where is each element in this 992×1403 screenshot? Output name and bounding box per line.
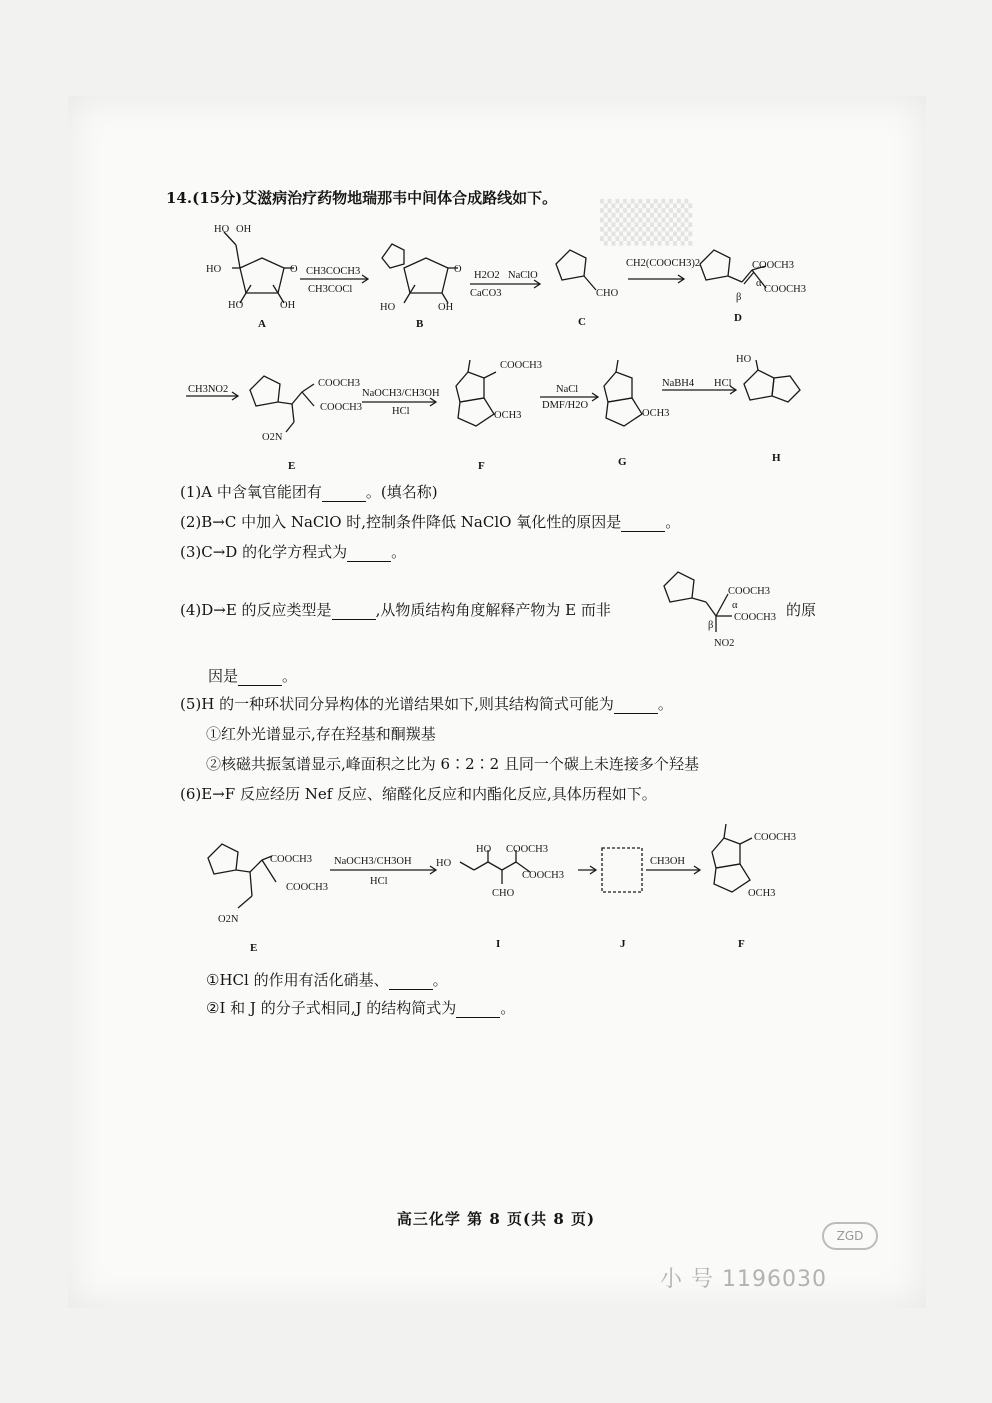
label-e2: E bbox=[250, 942, 258, 954]
compound-c-structure bbox=[556, 250, 596, 290]
part-3 bbox=[180, 542, 406, 562]
svg-text:COOCH3: COOCH3 bbox=[764, 284, 807, 295]
svg-text:HO: HO bbox=[228, 300, 244, 311]
page-footer: 高三化学 第 8 页(共 8 页) bbox=[396, 1210, 596, 1228]
cond-ab-bottom: CH3COCl bbox=[308, 284, 353, 295]
compound-h-structure bbox=[744, 360, 800, 402]
svg-text:HO: HO bbox=[476, 844, 492, 855]
part-4-mid: ,从物质结构角度解释产物为 E 而非 bbox=[375, 601, 611, 619]
part-6-ii bbox=[206, 998, 515, 1018]
svg-text:COOCH3: COOCH3 bbox=[754, 832, 797, 843]
answer-blank-6b[interactable] bbox=[456, 1003, 500, 1018]
label-h: H bbox=[772, 452, 781, 464]
part-3-text: (3)C→D 的化学方程式为 bbox=[180, 543, 348, 561]
svg-text:O: O bbox=[454, 264, 462, 275]
part-2 bbox=[180, 512, 680, 532]
cond-ef-bottom: HCl bbox=[392, 406, 410, 417]
cond-ab-top: CH3COCH3 bbox=[306, 266, 361, 277]
compound-f-structure bbox=[456, 360, 496, 426]
svg-text:COOCH3: COOCH3 bbox=[728, 586, 771, 597]
compound-b-structure bbox=[382, 244, 458, 303]
svg-text:NO2: NO2 bbox=[714, 638, 735, 649]
svg-text:OH: OH bbox=[236, 224, 252, 235]
part-5-tail: 。 bbox=[657, 695, 673, 713]
label-e: E bbox=[288, 460, 296, 472]
svg-text:COOCH3: COOCH3 bbox=[734, 612, 777, 623]
part-4-text: (4)D→E 的反应类型是 bbox=[180, 601, 332, 619]
svg-text:OCH3: OCH3 bbox=[494, 410, 522, 421]
svg-text:α: α bbox=[732, 600, 738, 611]
part-5 bbox=[180, 694, 673, 714]
part-4-line2-tail: 。 bbox=[282, 667, 298, 685]
cond-bc-2: NaClO bbox=[508, 270, 538, 281]
label-c: C bbox=[578, 316, 586, 328]
cond-gh-1: NaBH4 bbox=[662, 378, 695, 389]
answer-blank-1[interactable] bbox=[322, 487, 366, 502]
part-5-ii: ②核磁共振氢谱显示,峰面积之比为 6∶2∶2 且同一个碳上未连接多个羟基 bbox=[206, 755, 699, 773]
svg-text:β: β bbox=[736, 292, 742, 303]
svg-text:OCH3: OCH3 bbox=[748, 888, 776, 899]
alt-product-structure bbox=[664, 572, 732, 632]
cond-ei-top: NaOCH3/CH3OH bbox=[334, 856, 412, 867]
svg-text:O: O bbox=[290, 264, 298, 275]
cond-de: CH3NO2 bbox=[188, 384, 229, 395]
part-6-i-text: ①HCl 的作用有活化硝基、 bbox=[206, 971, 389, 989]
part-2-tail: 。 bbox=[665, 513, 681, 531]
label-j: J bbox=[620, 938, 626, 950]
part-5-i: ①红外光谱显示,存在羟基和酮羰基 bbox=[206, 725, 436, 743]
part-4-tail: 的原 bbox=[786, 601, 817, 619]
svg-text:HO: HO bbox=[736, 354, 752, 365]
unknown-j-box bbox=[602, 848, 642, 892]
svg-text:CHO: CHO bbox=[596, 288, 619, 299]
svg-text:HO: HO bbox=[436, 858, 452, 869]
part-5-text: (5)H 的一种环状同分异构体的光谱结果如下,则其结构简式可能为 bbox=[180, 695, 614, 713]
cond-jf-top: CH3OH bbox=[650, 856, 686, 867]
label-a: A bbox=[258, 318, 266, 330]
part-6-ii-text: ②I 和 J 的分子式相同,J 的结构简式为 bbox=[206, 999, 457, 1017]
watermark-text: 小 号 1196030 bbox=[660, 1267, 827, 1292]
cond-bc-bottom: CaCO3 bbox=[470, 288, 502, 299]
svg-text:OH: OH bbox=[438, 302, 454, 313]
svg-text:CHO: CHO bbox=[492, 888, 515, 899]
svg-text:COOCH3: COOCH3 bbox=[500, 360, 543, 371]
svg-text:α: α bbox=[756, 278, 762, 289]
answer-blank-4a[interactable] bbox=[332, 605, 376, 620]
answer-blank-4b[interactable] bbox=[238, 671, 282, 686]
svg-text:O2N: O2N bbox=[262, 432, 283, 443]
svg-text:HO: HO bbox=[214, 224, 230, 235]
svg-text:β: β bbox=[708, 620, 714, 631]
question-header: 14.(15分)艾滋病治疗药物地瑞那韦中间体合成路线如下。 bbox=[166, 189, 558, 207]
cond-ei-bottom: HCl bbox=[370, 876, 388, 887]
mechanism-i-structure bbox=[460, 850, 530, 884]
part-6-i bbox=[206, 970, 448, 990]
bleed-through-text: ▒▒▒ bbox=[600, 200, 693, 246]
part-2-text: (2)B→C 中加入 NaClO 时,控制条件降低 NaClO 氧化性的原因是 bbox=[180, 513, 622, 531]
part-4 bbox=[180, 600, 611, 620]
label-i: I bbox=[496, 938, 501, 950]
cond-gh-2: HCl bbox=[714, 378, 732, 389]
svg-text:OH: OH bbox=[280, 300, 296, 311]
answer-blank-6a[interactable] bbox=[389, 975, 433, 990]
svg-text:COOCH3: COOCH3 bbox=[270, 854, 313, 865]
part-6: (6)E→F 反应经历 Nef 反应、缩醛化反应和内酯化反应,具体历程如下。 bbox=[180, 785, 657, 803]
svg-text:COOCH3: COOCH3 bbox=[522, 870, 565, 881]
part-6-i-tail: 。 bbox=[432, 971, 448, 989]
part-6-ii-tail: 。 bbox=[500, 999, 516, 1017]
cond-cd-top: CH2(COOCH3)2 bbox=[626, 258, 701, 269]
answer-blank-5[interactable] bbox=[614, 699, 658, 714]
part-4-line2-text: 因是 bbox=[208, 667, 239, 685]
compound-e-structure bbox=[250, 376, 314, 432]
svg-text:COOCH3: COOCH3 bbox=[752, 260, 795, 271]
svg-text:O2N: O2N bbox=[218, 914, 239, 925]
svg-text:COOCH3: COOCH3 bbox=[286, 882, 329, 893]
answer-blank-2[interactable] bbox=[621, 517, 665, 532]
cond-fg-bottom: DMF/H2O bbox=[542, 400, 589, 411]
svg-text:COOCH3: COOCH3 bbox=[506, 844, 549, 855]
mechanism-f-structure bbox=[712, 824, 752, 892]
answer-blank-3[interactable] bbox=[347, 547, 391, 562]
part-1 bbox=[180, 482, 438, 502]
part-1-tail: 。(填名称) bbox=[365, 483, 438, 501]
svg-text:COOCH3: COOCH3 bbox=[318, 378, 361, 389]
label-d: D bbox=[734, 312, 742, 324]
compound-g-structure bbox=[604, 360, 642, 426]
cond-fg-top: NaCl bbox=[556, 384, 579, 395]
label-g: G bbox=[618, 456, 627, 468]
stamp-badge: ZGD bbox=[822, 1222, 878, 1250]
cond-bc-1: H2O2 bbox=[474, 270, 500, 281]
label-b: B bbox=[416, 318, 424, 330]
svg-text:COOCH3: COOCH3 bbox=[320, 402, 363, 413]
part-1-text: (1)A 中含氧官能团有 bbox=[180, 483, 322, 501]
label-f2: F bbox=[738, 938, 745, 950]
mechanism-e-structure bbox=[208, 844, 276, 908]
label-f: F bbox=[478, 460, 485, 472]
part-4-line2 bbox=[208, 666, 297, 686]
cond-ef-top: NaOCH3/CH3OH bbox=[362, 388, 440, 399]
part-3-tail: 。 bbox=[391, 543, 407, 561]
compound-a-structure bbox=[224, 232, 294, 303]
svg-text:HO: HO bbox=[206, 264, 222, 275]
svg-text:HO: HO bbox=[380, 302, 396, 313]
svg-text:OCH3: OCH3 bbox=[642, 408, 670, 419]
